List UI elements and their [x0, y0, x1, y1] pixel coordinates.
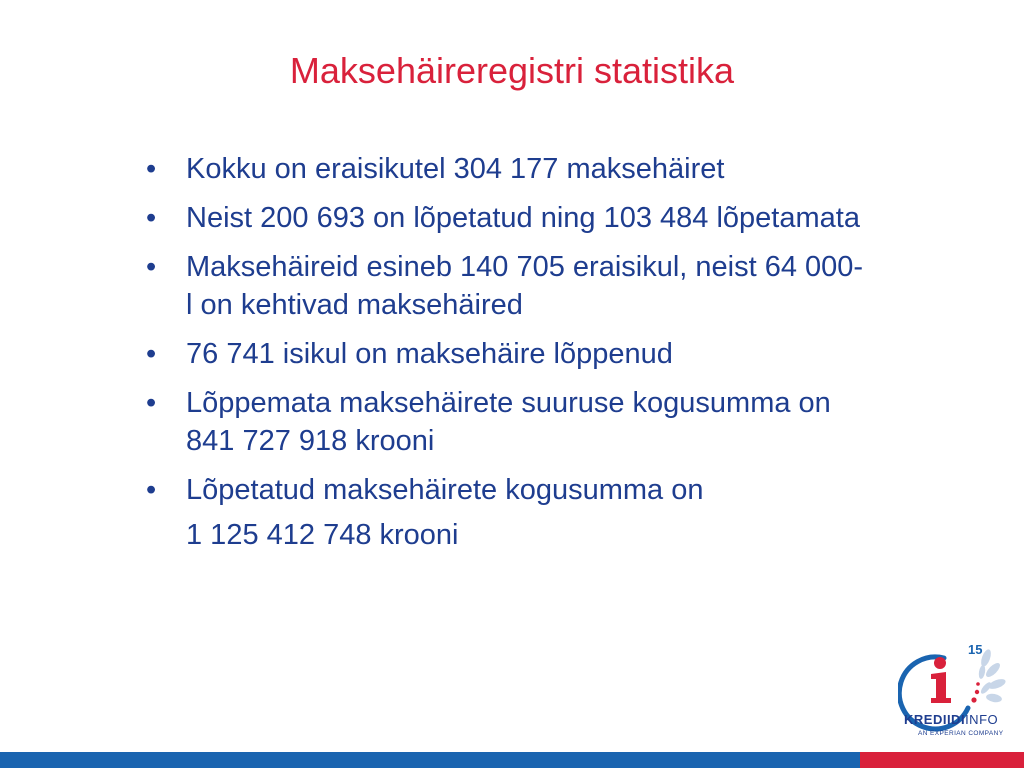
bullet-continuation [146, 516, 866, 554]
bullet-list [146, 150, 866, 565]
logo-name-light: INFO [965, 712, 999, 727]
logo-name [904, 712, 998, 727]
slide-title: Maksehäireregistri statistika [289, 50, 735, 91]
bullet-item [146, 248, 866, 324]
bullet-item [146, 384, 866, 460]
footer-bar [0, 752, 1024, 768]
bullet-dot: • [146, 338, 157, 370]
logo-name-bold: KREDIIDI [904, 712, 966, 727]
bullet-dot: • [146, 251, 157, 283]
logo-badge-number: 15 [968, 642, 983, 657]
logo-tagline: AN EXPERIAN COMPANY [918, 730, 1004, 737]
bullet-text: Kokku on eraisikutel 304 177 maksehäiret [186, 153, 725, 185]
bullet-text: 76 741 isikul on maksehäire lõppenud [186, 338, 673, 370]
bullet-text: Maksehäireid esineb 140 705 eraisikul, neist 64 000-l on kehtivad maksehäired [186, 251, 864, 321]
footer-red-stripe [860, 752, 1024, 768]
bullet-dot: • [146, 153, 157, 185]
bullet-dot: • [146, 387, 157, 419]
bullet-item [146, 199, 866, 237]
bullet-text: Neist 200 693 on lõpetatud ning 103 484 lõpetamata [186, 202, 860, 234]
bullet-text: Lõppemata maksehäirete suuruse kogusumma on 841 727 918 krooni [186, 387, 831, 457]
bullet-text: Lõpetatud maksehäirete kogusumma on [186, 474, 704, 506]
continuation-text: 1 125 412 748 krooni [186, 519, 459, 551]
bullet-item [146, 471, 866, 509]
bullet-item [146, 335, 866, 373]
footer-blue-stripe [0, 752, 860, 768]
bullet-dot: • [146, 474, 157, 506]
bullet-dot: • [146, 202, 157, 234]
bullet-item [146, 150, 866, 188]
